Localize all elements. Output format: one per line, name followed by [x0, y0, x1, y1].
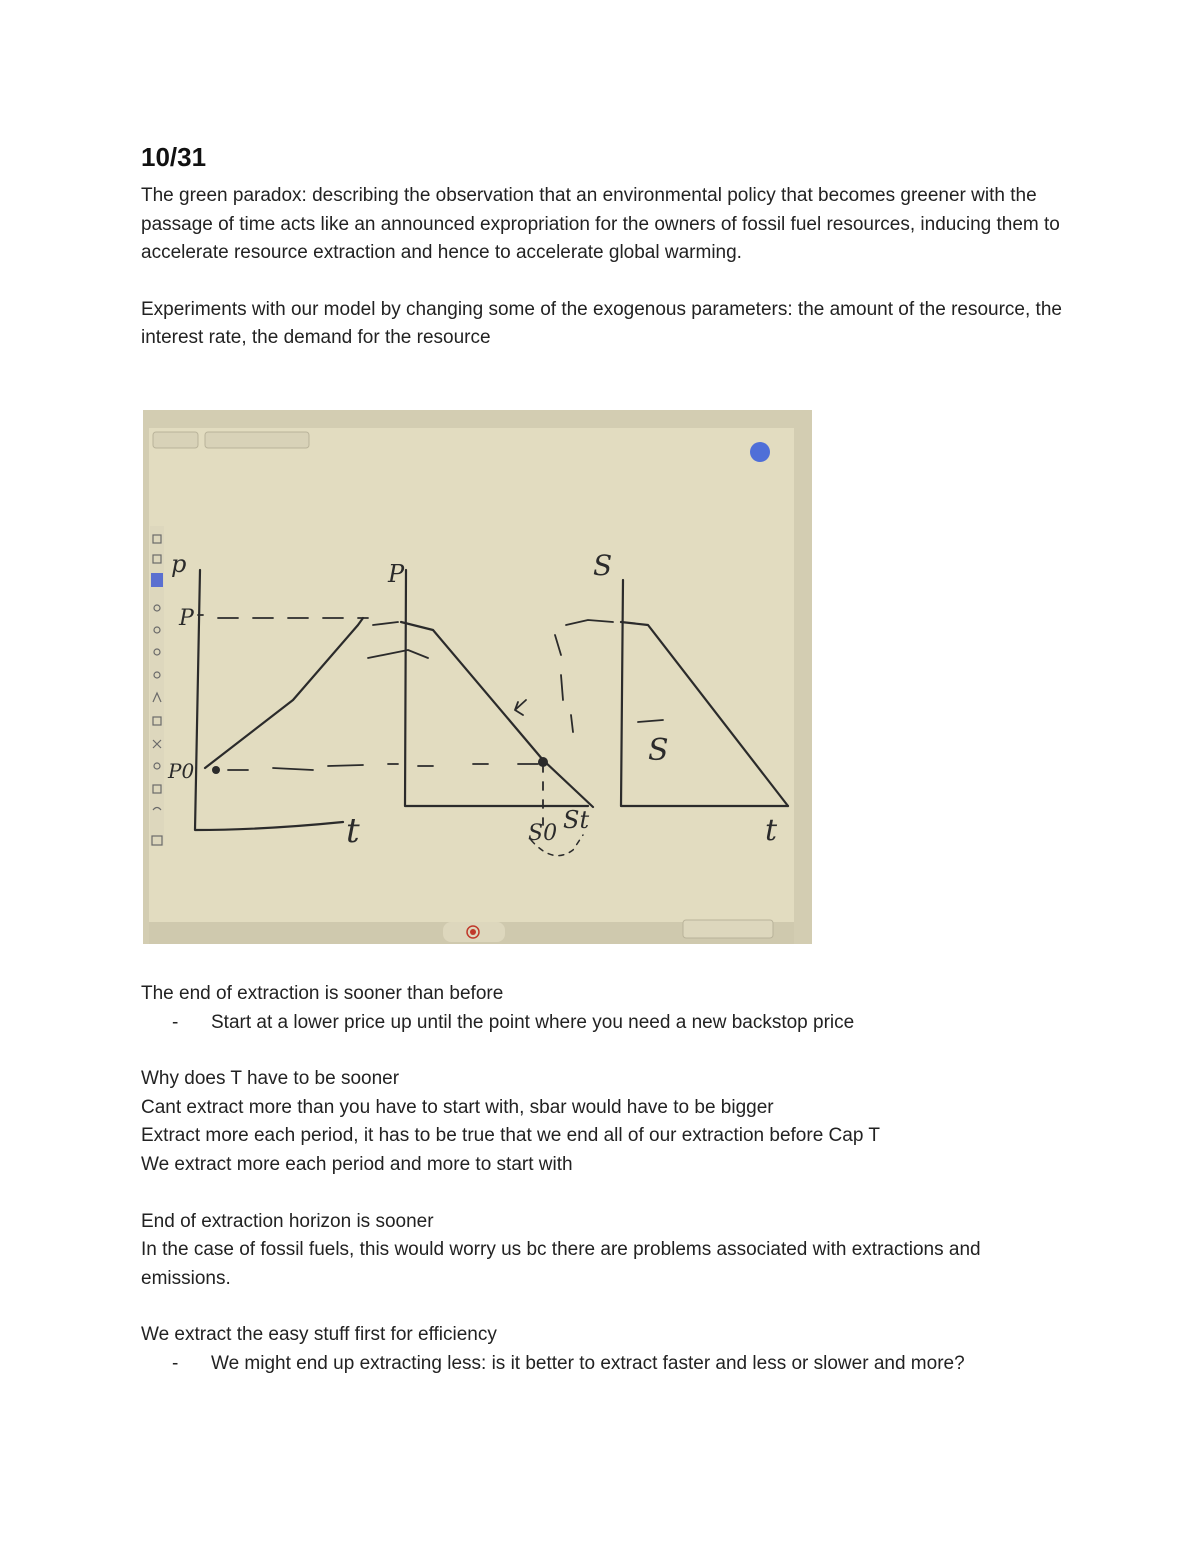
left-axis-label: p	[171, 550, 187, 578]
board-bottom-bar	[149, 920, 794, 944]
left-price-bottom-label: P0	[168, 759, 195, 783]
section4-heading: We extract the easy stuff first for efficiency	[141, 1324, 497, 1346]
middle-s0-label: S0	[528, 821, 558, 846]
pen-tool-icon	[151, 573, 163, 587]
right-axis-label: S	[593, 549, 613, 582]
notes-body	[141, 980, 1071, 1379]
section2-line: Cant extract more than you have to start with, sbar would have to be bigger	[141, 1096, 774, 1118]
experiments-paragraph: Experiments with our model by changing some of the exogenous parameters: the amount of the resource, the interest rate, the demand for the resource	[141, 298, 1062, 349]
whiteboard-photo	[143, 410, 812, 944]
left-price-top-label: P	[179, 606, 194, 631]
right-sbar-label: S	[648, 733, 669, 768]
right-time-label: t	[765, 813, 778, 848]
page-title: 10/31	[141, 142, 207, 172]
section1-heading: The end of extraction is sooner than before	[141, 983, 504, 1004]
section4-bullet: - We might end up extracting less: is it better to extract faster and less or slower and more?	[141, 1350, 1071, 1379]
section2-line: We extract more each period and more to start with	[141, 1153, 573, 1175]
document-body	[141, 140, 1071, 353]
toolbar-icons	[150, 526, 164, 846]
definition-paragraph: The green paradox: describing the observation that an environmental policy that becomes greener with the passage of time acts like an announced expropriation for the owners of fossil fuel resources, inducing them to accelerate resource extraction and hence to accelerate global warming.	[141, 185, 1060, 264]
avatar-icon	[750, 442, 770, 462]
section3-line: End of extraction horizon is sooner	[141, 1210, 434, 1232]
section2-line: Why does T have to be sooner	[141, 1068, 400, 1090]
middle-axis-label: P	[388, 560, 405, 588]
section2-line: Extract more each period, it has to be true that we end all of our extraction before Cap T	[141, 1125, 880, 1147]
section1-bullet-text: Start at a lower price up until the point where you need a new backstop price	[211, 1011, 855, 1033]
section3-line: In the case of fossil fuels, this would worry us bc there are problems associated with extractions and emissions.	[141, 1239, 981, 1289]
middle-st-label: St	[563, 806, 590, 834]
section4-bullet-text: We might end up extracting less: is it better to extract faster and less or slower and more?	[211, 1352, 965, 1374]
left-time-label: t	[346, 811, 360, 851]
section1-bullet: - Start at a lower price up until the point where you need a new backstop price	[141, 1009, 1071, 1038]
